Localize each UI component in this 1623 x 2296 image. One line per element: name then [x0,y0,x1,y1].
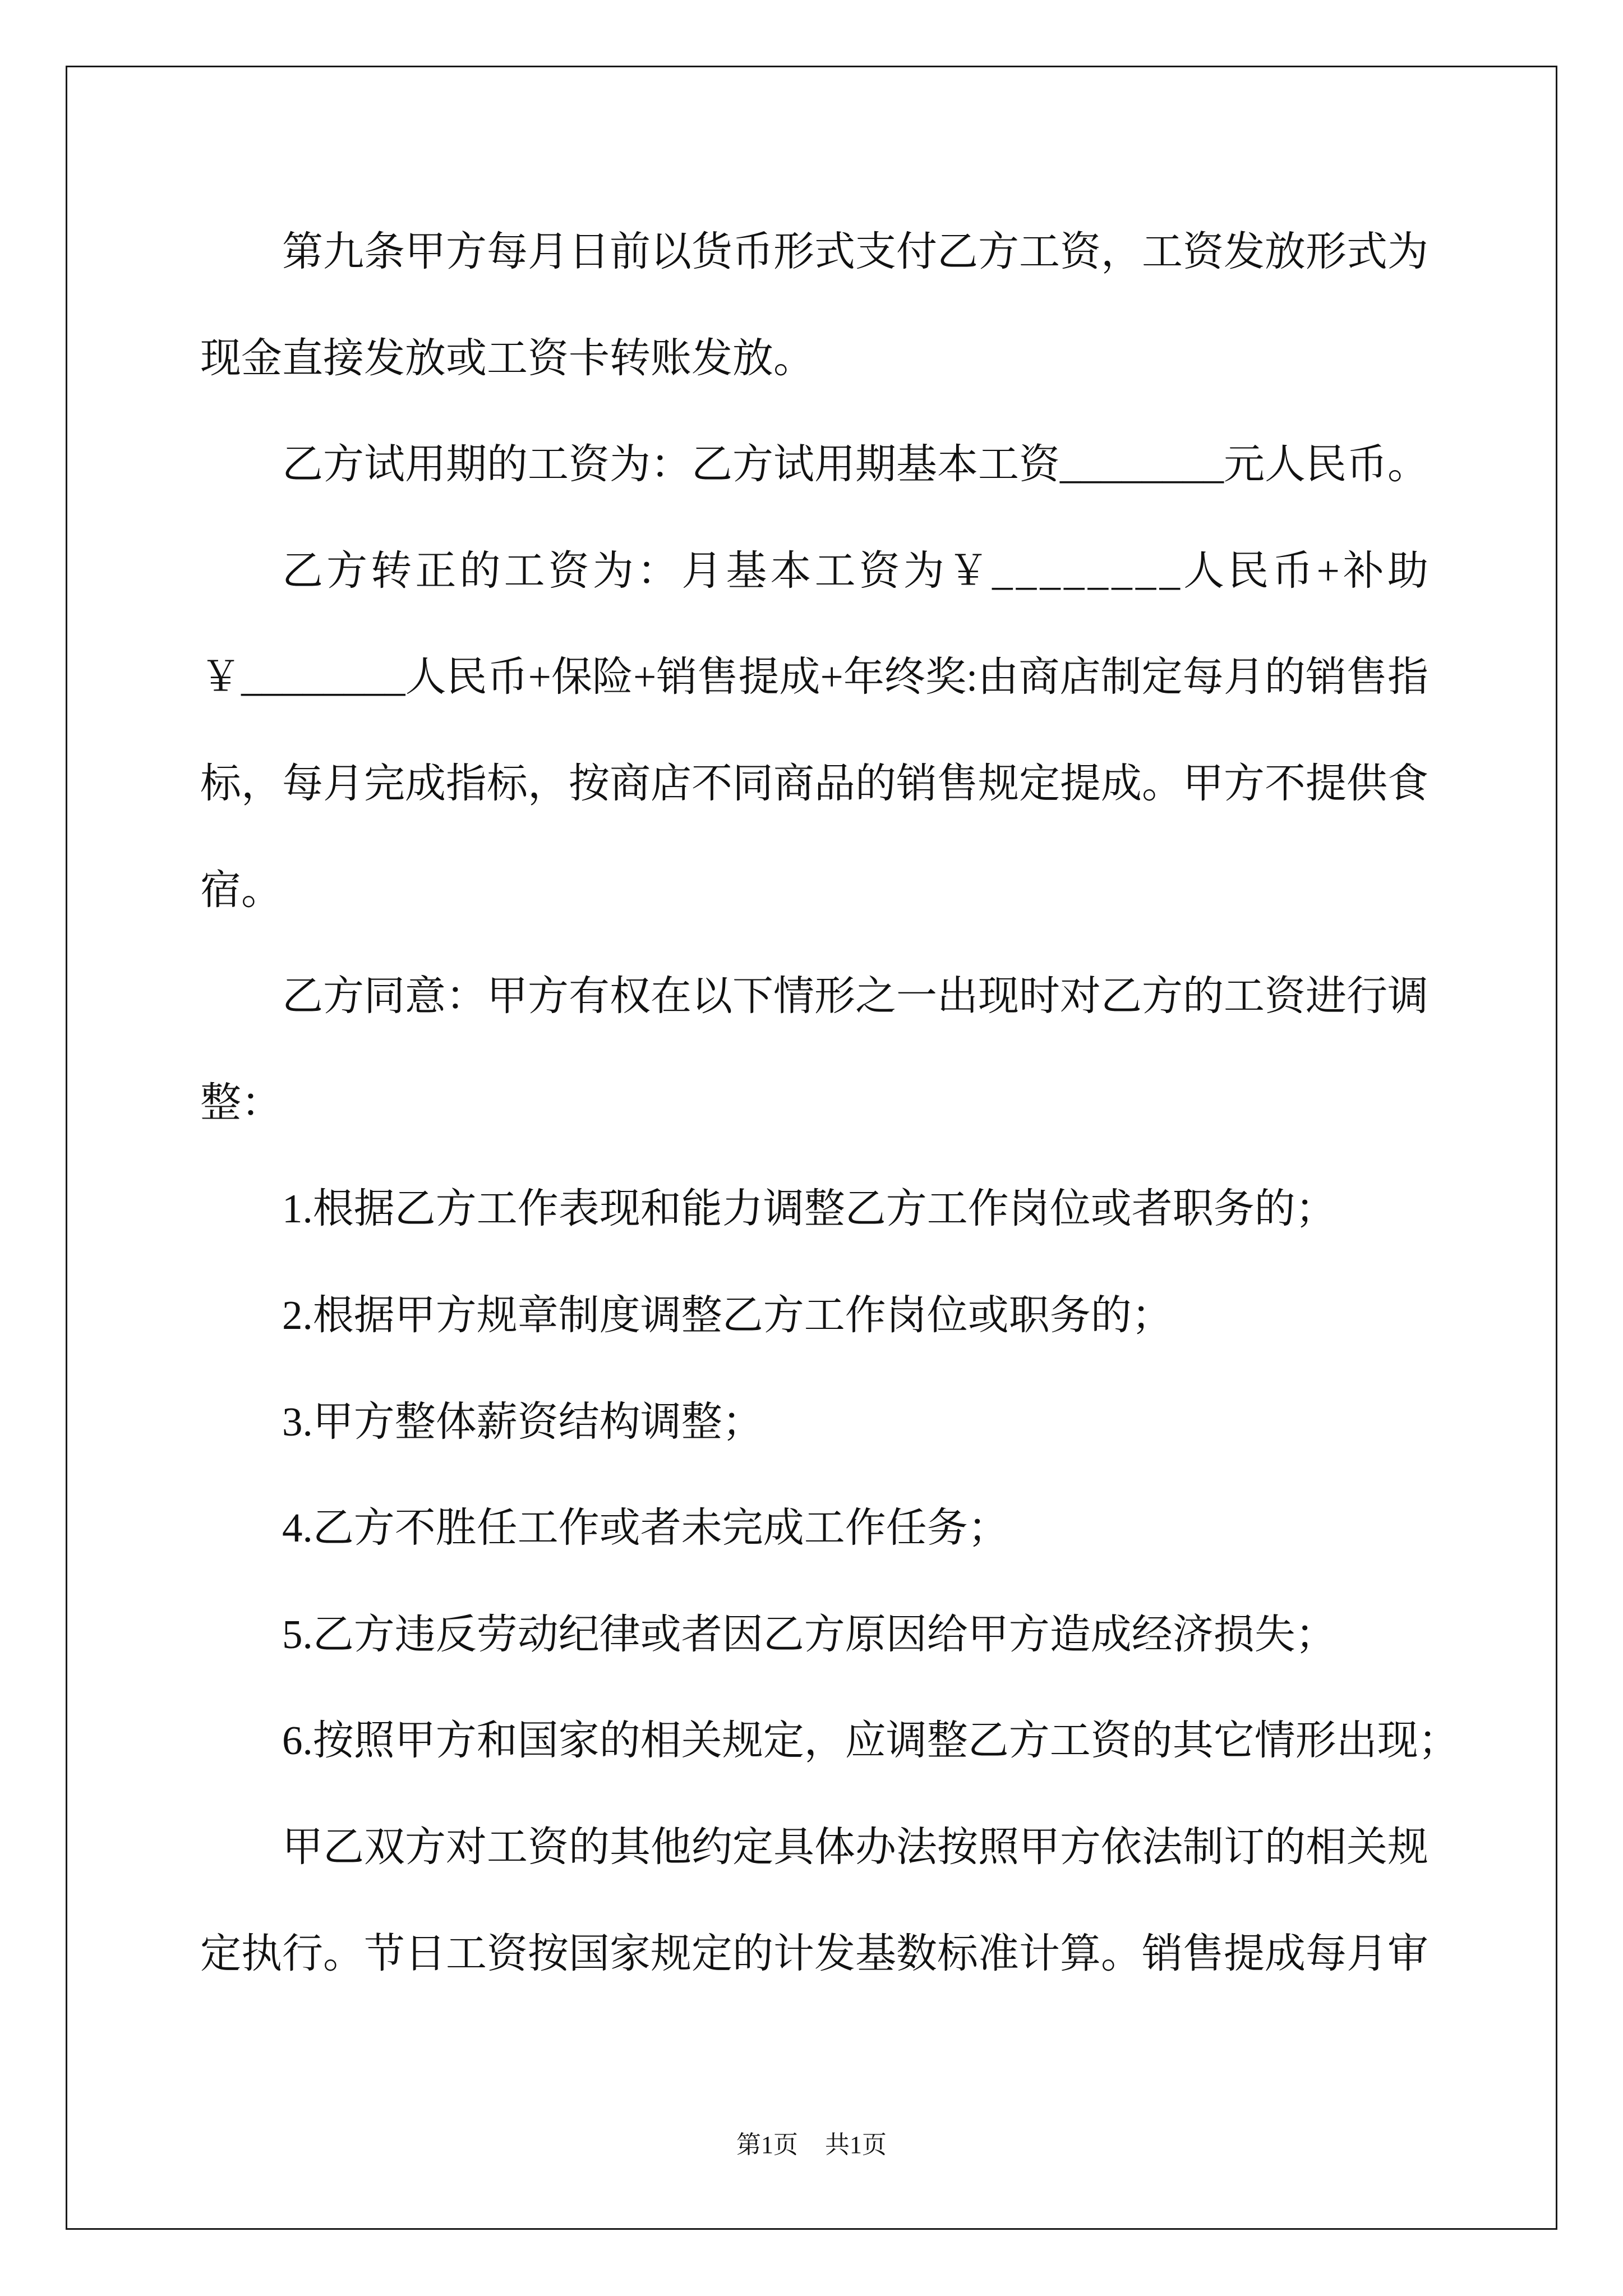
text-line: 乙方同意：甲方有权在以下情形之一出现时对乙方的工资进行调 [282,973,1428,1019]
text-line: 第九条甲方每月日前以货币形式支付乙方工资，工资发放形式为 [282,229,1428,274]
paragraph-probation-salary [200,411,1428,518]
page-total: 共1页 [825,2131,887,2159]
text-line: 6.按照甲方和国家的相关规定，应调整乙方工资的其它情形出现； [282,1718,1459,1764]
paragraph-salary-payment [200,199,1428,411]
list-item [200,1369,1428,1475]
paragraph-other-agreements [200,1794,1428,2007]
text-line: 宿。 [200,867,282,913]
paragraph-regular-salary [200,518,1432,943]
list-item [200,1156,1428,1262]
text-line: 1.根据乙方工作表现和能力调整乙方工作岗位或者职务的； [282,1186,1336,1232]
page-number: 第1页 [736,2131,798,2159]
text-line: 4.乙方不胜任工作或者未完成工作任务； [282,1505,1009,1551]
list-item [200,1687,1459,1794]
text-line: 标，每月完成指标，按商店不同商品的销售规定提成。甲方不提供食 [200,760,1428,806]
text-line: 现金直接发放或工资卡转账发放。 [200,335,814,381]
list-item [200,1475,1428,1581]
list-item [200,1262,1428,1369]
text-line: 定执行。节日工资按国家规定的计发基数标准计算。销售提成每月审 [200,1930,1428,1976]
document-body [200,199,1459,2007]
text-line: 3.甲方整体薪资结构调整； [282,1398,763,1444]
text-line: 整： [200,1079,282,1125]
text-line: 乙方试用期的工资为：乙方试用期基本工资________元人民币。 [282,441,1428,487]
text-line: 5.乙方违反劳动纪律或者因乙方原因给甲方造成经济损失； [282,1611,1336,1657]
list-item [200,1581,1428,1688]
paragraph-salary-adjustment [200,943,1428,1156]
text-line: 甲乙双方对工资的其他约定具体办法按照甲方依法制订的相关规 [282,1824,1428,1870]
text-line: ￥________人民币+保险+销售提成+年终奖:由商店制定每月的销售指 [200,654,1429,700]
text-line: 乙方转正的工资为：月基本工资为￥________人民币+补助 [282,547,1432,593]
text-line: 2.根据甲方规章制度调整乙方工作岗位或职务的； [282,1292,1173,1338]
page-footer [0,2131,1623,2160]
